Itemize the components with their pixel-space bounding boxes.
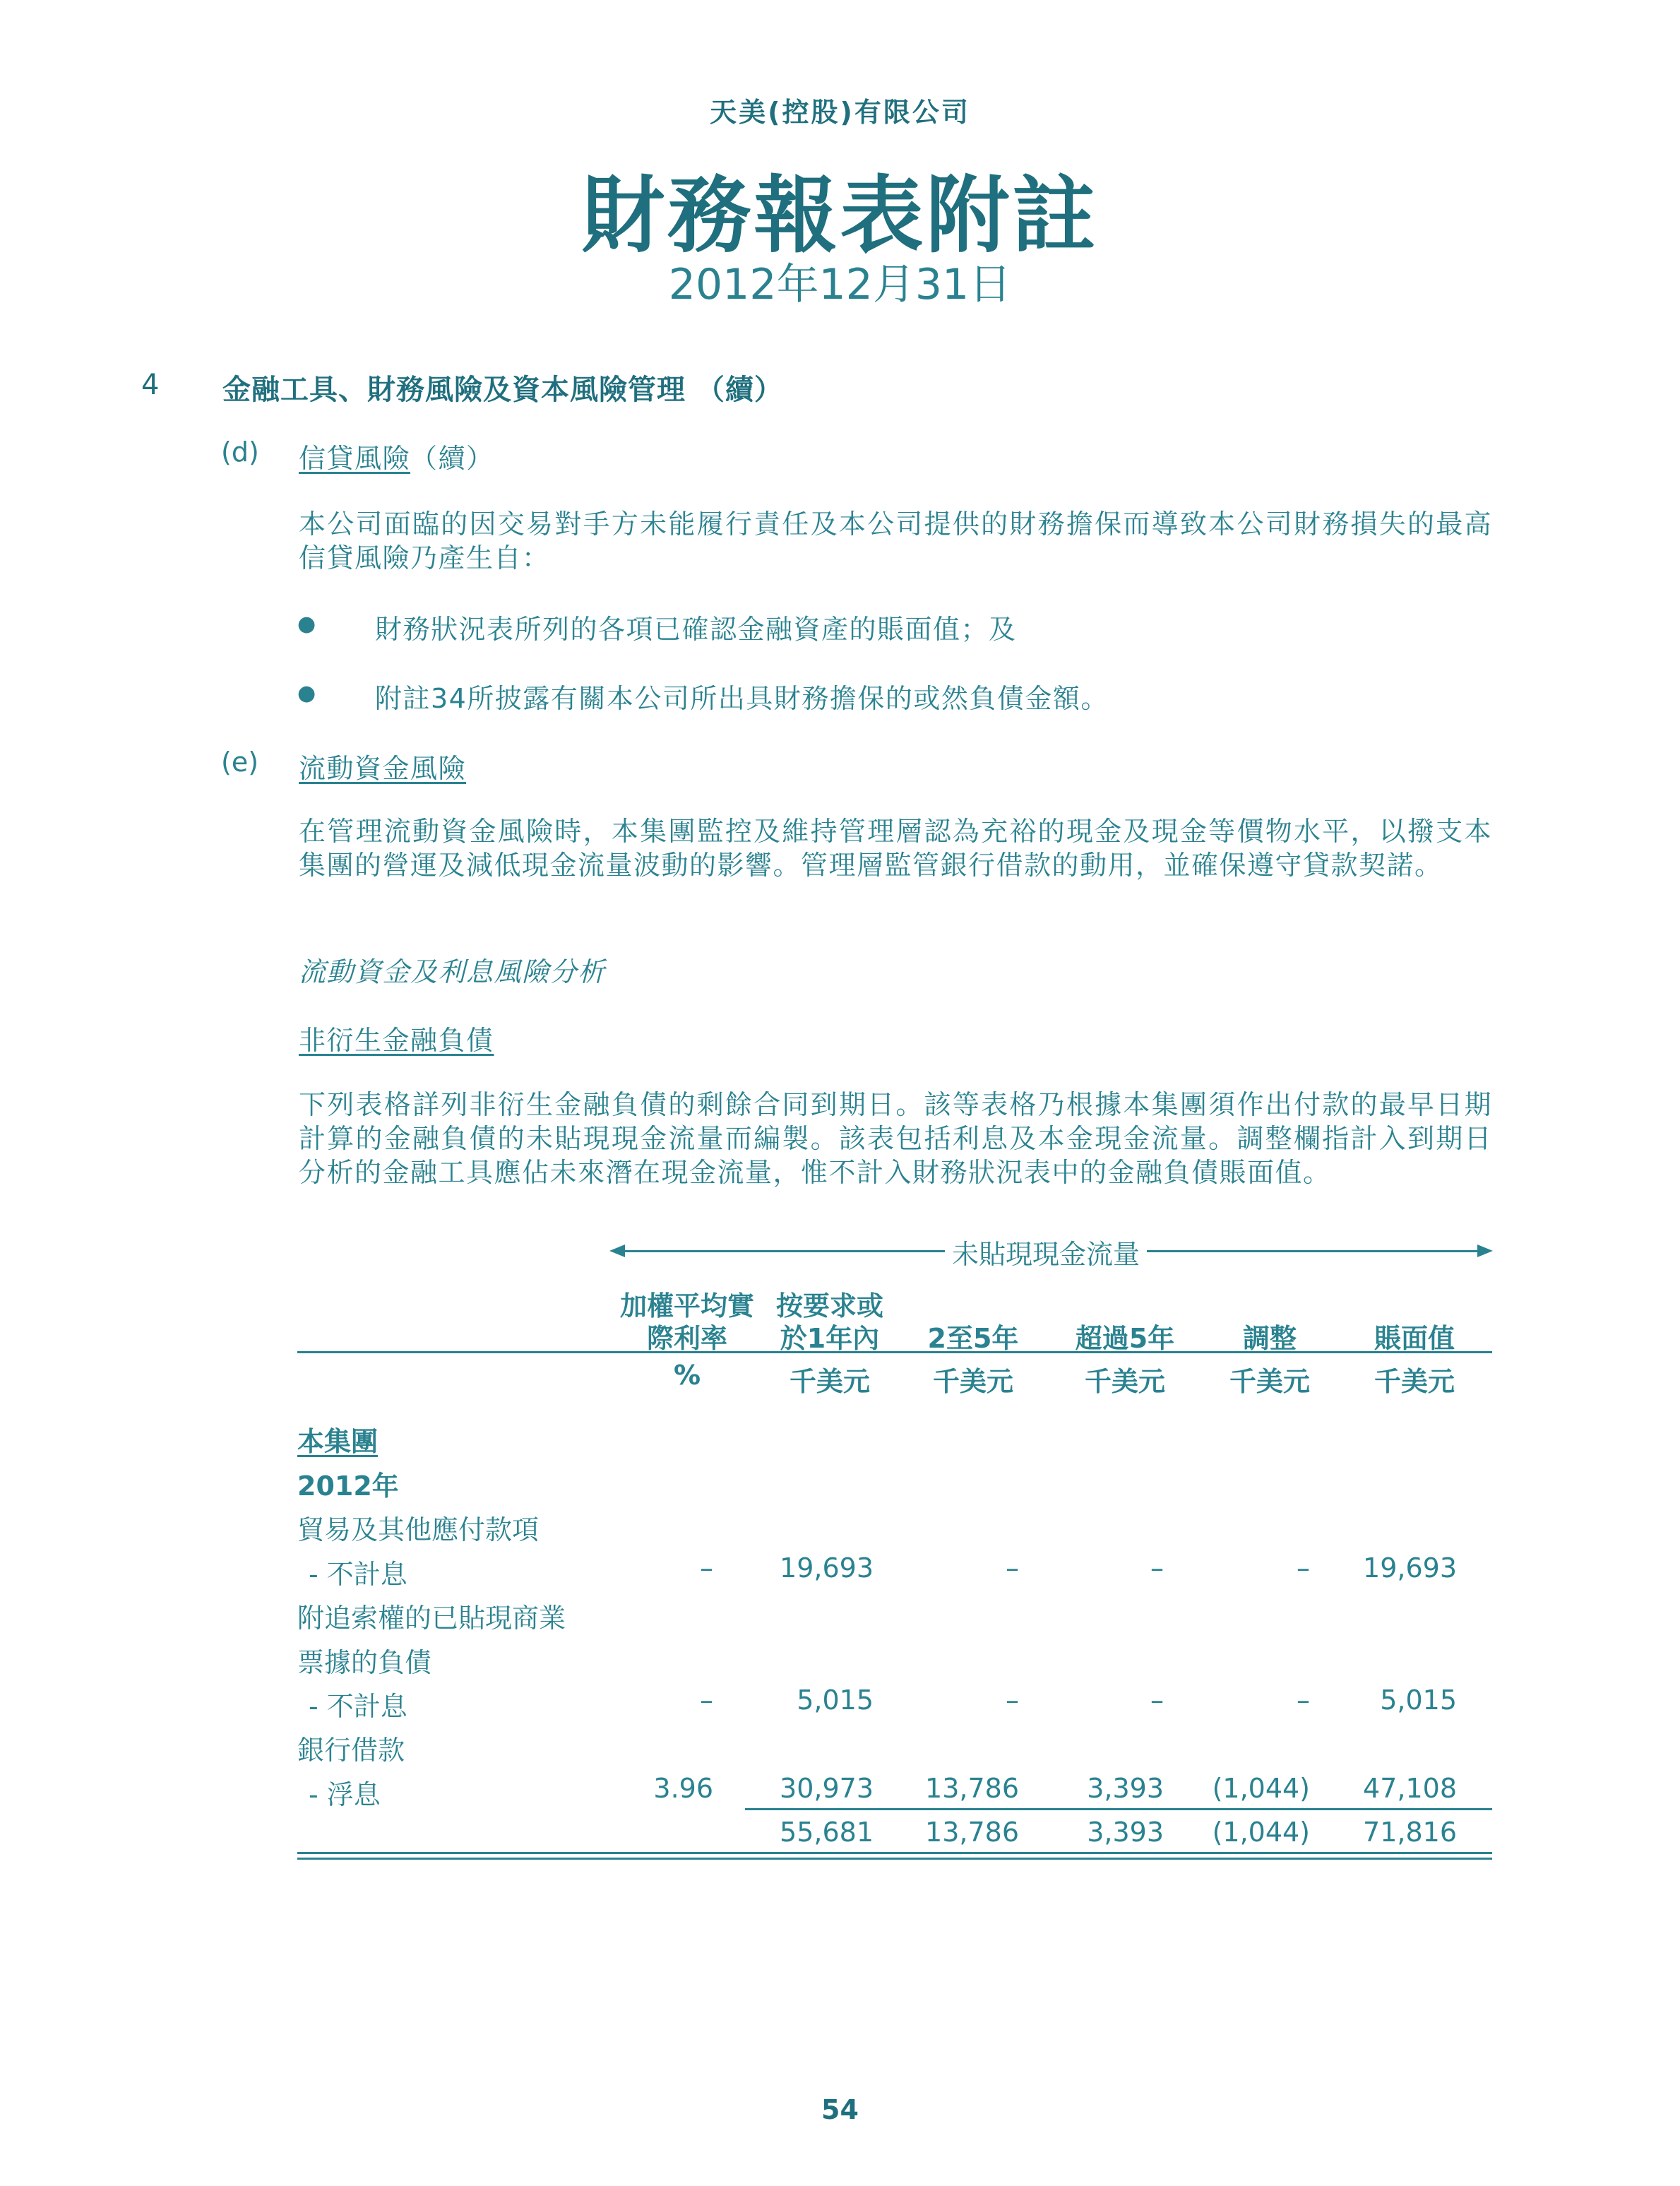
report-date: 2012年12月31日	[668, 260, 1012, 309]
section-title: 金融工具、財務風險及資本風險管理 （續）	[222, 374, 783, 406]
non-derivative-heading: 非衍生金融負債	[299, 1025, 494, 1056]
col-header-line2: 於1年內	[780, 1323, 880, 1354]
table-cell: 19,693	[1363, 1552, 1457, 1584]
table-cell: –	[1150, 1552, 1164, 1584]
non-derivative-paragraph: 下列表格詳列非衍生金融負債的剩餘合同到期日。該等表格乃根據本集團須作出付款的最早日期計算的金融負債的未貼現現金流量而編製。該表包括利息及本金現金流量。調整欄指計入到期日分析的金融工具應佔未來潛在現金流量，惟不計入財務狀況表中的金融負債賬面值。	[299, 1089, 1492, 1188]
header-rule	[297, 1351, 1492, 1353]
credit-risk-bullet-2: 附註34所披露有關本公司所出具財務擔保的或然負債金額。	[375, 683, 1109, 714]
liquidity-risk-heading: 流動資金風險	[299, 753, 467, 784]
total-cell: (1,044)	[1212, 1817, 1310, 1848]
table-cell: –	[1006, 1685, 1019, 1716]
col-unit: %	[673, 1360, 701, 1391]
credit-risk-heading-text: 信貸風險	[299, 443, 411, 474]
row-label: 票據的負債	[297, 1647, 432, 1678]
bullet-icon: ●	[297, 681, 316, 706]
col-unit: 千美元	[1374, 1366, 1455, 1397]
row-label: - 浮息	[309, 1779, 381, 1810]
page-number: 54	[821, 2094, 859, 2125]
table-cell: –	[1006, 1552, 1019, 1584]
col-unit: 千美元	[789, 1366, 870, 1397]
liquidity-analysis-heading: 流動資金及利息風險分析	[299, 956, 606, 987]
table-cell: 30,973	[780, 1773, 874, 1804]
total-rule-1	[297, 1852, 1492, 1854]
arrow-right-icon	[1477, 1245, 1493, 1257]
credit-risk-heading-suffix: （續）	[410, 443, 494, 474]
col-header-line1: 按要求或	[775, 1290, 883, 1321]
table-cell: 5,015	[1380, 1685, 1457, 1716]
liquidity-risk-paragraph: 在管理流動資金風險時，本集團監控及維持管理層認為充裕的現金及現金等價物水平，以撥支本集團的營運及減低現金流量波動的影響。管理層監管銀行借款的動用，並確保遵守貸款契諾。	[299, 816, 1492, 881]
col-header-line2: 際利率	[646, 1323, 727, 1354]
row-label: - 不計息	[309, 1559, 407, 1590]
table-cell: 47,108	[1363, 1773, 1457, 1804]
bullet-icon: ●	[297, 612, 316, 636]
table-cell: 3,393	[1087, 1773, 1164, 1804]
total-cell: 13,786	[925, 1817, 1019, 1848]
table-cell: (1,044)	[1212, 1773, 1310, 1804]
table-cell: 13,786	[925, 1773, 1019, 1804]
col-header-line2: 超過5年	[1075, 1323, 1175, 1354]
company-name: 天美(控股)有限公司	[710, 97, 970, 128]
total-cell: 55,681	[780, 1817, 874, 1848]
table-cell: –	[700, 1552, 713, 1584]
col-unit: 千美元	[1084, 1366, 1165, 1397]
table-cell: –	[700, 1685, 713, 1716]
group-label: 本集團	[297, 1426, 379, 1457]
row-label: 附追索權的已貼現商業	[297, 1603, 566, 1634]
table-cell: –	[1297, 1552, 1310, 1584]
table-cell: –	[1297, 1685, 1310, 1716]
col-header-line2: 調整	[1242, 1323, 1297, 1354]
table-cell: 5,015	[797, 1685, 874, 1716]
subtotal-rule	[745, 1808, 1492, 1810]
col-header-line1: 加權平均實	[619, 1290, 754, 1321]
col-unit: 千美元	[1229, 1366, 1310, 1397]
row-label: 銀行借款	[297, 1735, 405, 1766]
total-cell: 3,393	[1087, 1817, 1164, 1848]
col-header-line2: 賬面值	[1374, 1323, 1455, 1354]
row-label: - 不計息	[309, 1691, 407, 1722]
span-label: 未貼現現金流量	[945, 1232, 1147, 1271]
table-cell: 19,693	[780, 1552, 874, 1584]
col-unit: 千美元	[932, 1366, 1013, 1397]
credit-risk-heading	[299, 436, 494, 475]
credit-risk-paragraph: 本公司面臨的因交易對手方未能履行責任及本公司提供的財務擔保而導致本公司財務損失的最高信貸風險乃產生自：	[299, 509, 1492, 574]
subsection-label-e: (e)	[221, 747, 259, 778]
year-label: 2012年	[297, 1471, 399, 1502]
total-cell: 71,816	[1363, 1817, 1457, 1848]
total-rule-2	[297, 1858, 1492, 1860]
page-title: 財務報表附註	[581, 167, 1099, 264]
subsection-label-d: (d)	[221, 436, 259, 468]
table-cell: 3.96	[653, 1773, 713, 1804]
row-label: 貿易及其他應付款項	[297, 1514, 540, 1545]
table-cell: –	[1150, 1685, 1164, 1716]
col-header-line2: 2至5年	[927, 1323, 1019, 1354]
credit-risk-bullet-1: 財務狀況表所列的各項已確認金融資產的賬面值；及	[375, 614, 1017, 645]
section-number: 4	[141, 369, 160, 401]
